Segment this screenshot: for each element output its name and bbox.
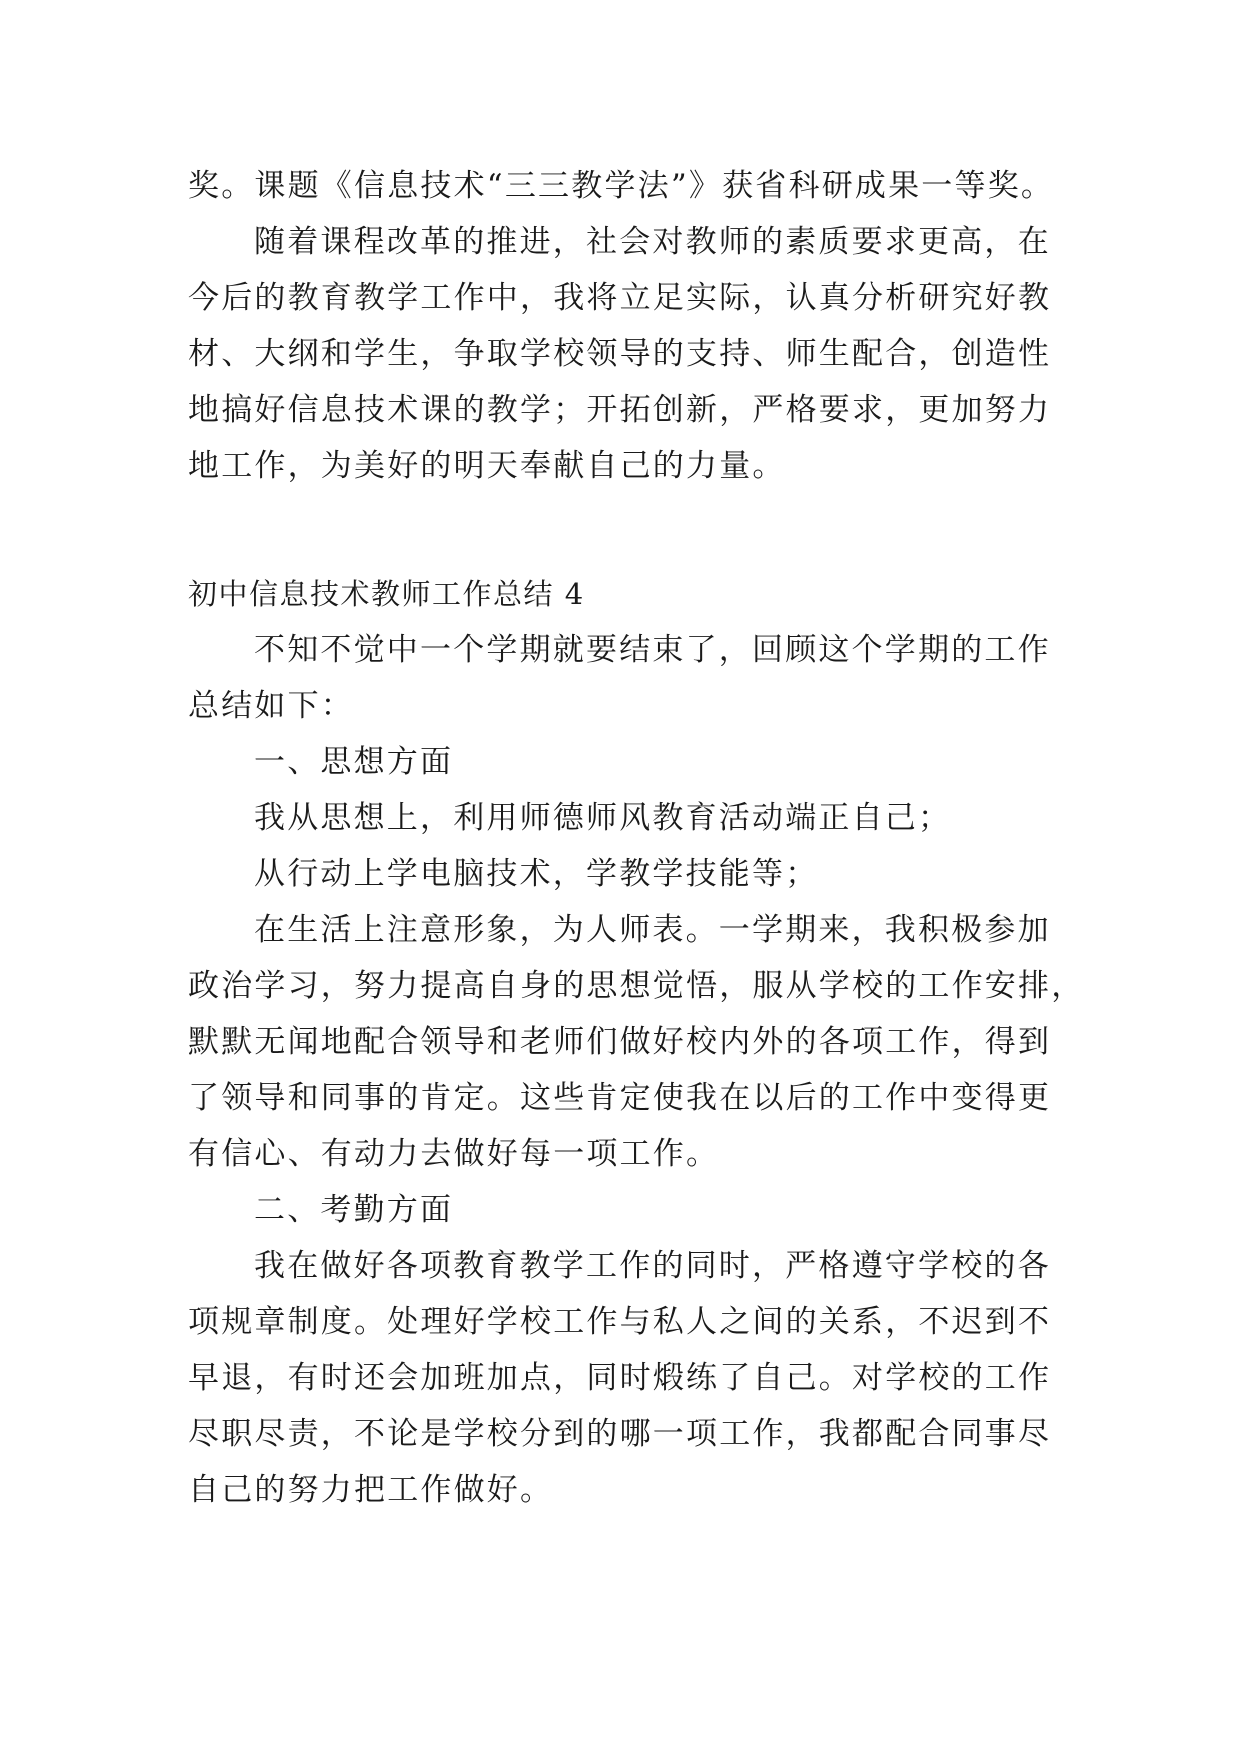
paragraph-line: 材、大纲和学生，争取学校领导的支持、师生配合，创造性 bbox=[188, 336, 1052, 372]
paragraph-line: 政治学习，努力提高自身的思想觉悟，服从学校的工作安排， bbox=[188, 968, 1085, 1004]
paragraph-line: 默默无闻地配合领导和老师们做好校内外的各项工作，得到 bbox=[188, 1024, 1052, 1060]
section-title: 初中信息技术教师工作总结 4 bbox=[188, 577, 585, 611]
paragraph-line: 在生活上注意形象，为人师表。一学期来，我积极参加 bbox=[254, 912, 1051, 948]
paragraph-line: 今后的教育教学工作中，我将立足实际，认真分析研究好教 bbox=[188, 280, 1052, 316]
paragraph-line: 早退，有时还会加班加点，同时煅练了自己。对学校的工作 bbox=[188, 1360, 1052, 1396]
paragraph-line: 不知不觉中一个学期就要结束了，回顾这个学期的工作 bbox=[254, 632, 1051, 668]
paragraph-line: 自己的努力把工作做好。 bbox=[188, 1472, 554, 1508]
paragraph-line: 奖。课题《信息技术“三三教学法”》获省科研成果一等奖。 bbox=[188, 168, 1055, 204]
paragraph-line: 有信心、有动力去做好每一项工作。 bbox=[188, 1136, 720, 1172]
paragraph-line: 总结如下： bbox=[188, 688, 354, 724]
paragraph-line: 从行动上学电脑技术，学教学技能等； bbox=[254, 856, 819, 892]
subheading-thought: 一、思想方面 bbox=[254, 744, 454, 780]
paragraph-line: 我在做好各项教育教学工作的同时，严格遵守学校的各 bbox=[254, 1248, 1051, 1284]
paragraph-line: 项规章制度。处理好学校工作与私人之间的关系，不迟到不 bbox=[188, 1304, 1052, 1340]
paragraph-line: 地工作，为美好的明天奉献自己的力量。 bbox=[188, 448, 786, 484]
paragraph-line: 随着课程改革的推进，社会对教师的素质要求更高，在 bbox=[254, 224, 1051, 260]
paragraph-line: 尽职尽责，不论是学校分到的哪一项工作，我都配合同事尽 bbox=[188, 1416, 1052, 1452]
paragraph-line: 了领导和同事的肯定。这些肯定使我在以后的工作中变得更 bbox=[188, 1080, 1052, 1116]
paragraph-line: 地搞好信息技术课的教学；开拓创新，严格要求，更加努力 bbox=[188, 392, 1052, 428]
paragraph-line: 我从思想上，利用师德师风教育活动端正自己； bbox=[254, 800, 952, 836]
subheading-attendance: 二、考勤方面 bbox=[254, 1192, 454, 1228]
